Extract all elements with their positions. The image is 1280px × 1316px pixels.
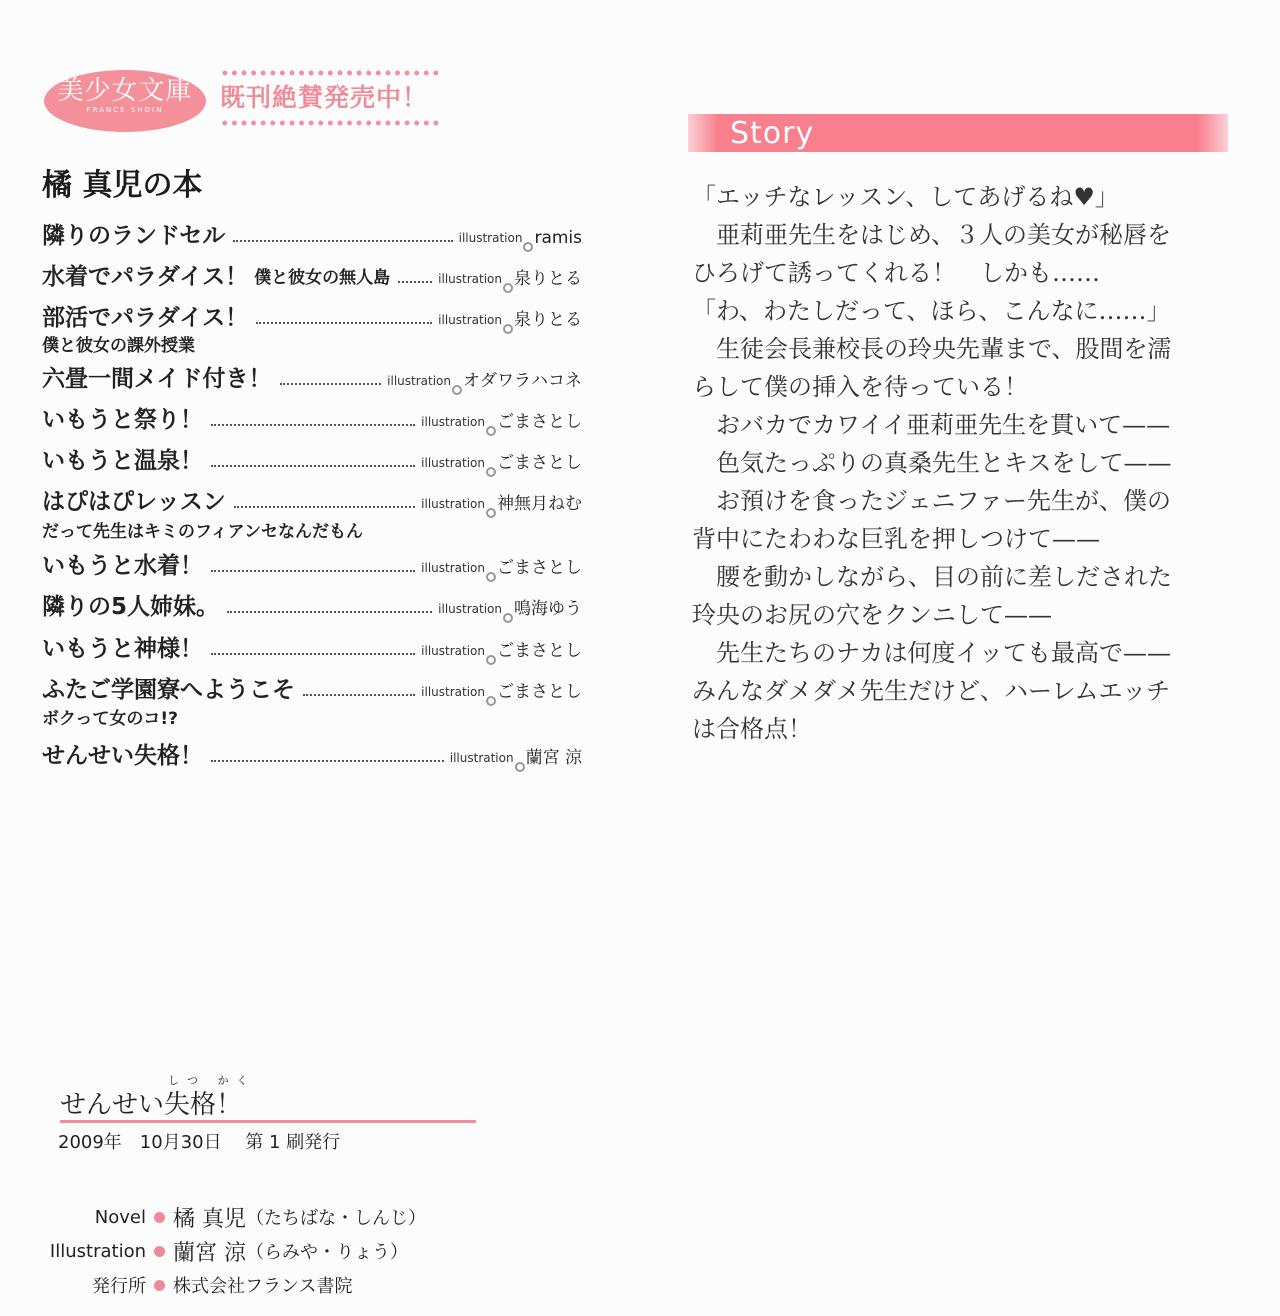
dot-leader: [211, 653, 415, 655]
circle-icon: [486, 696, 496, 706]
credit-name: 橘 真児: [173, 1206, 246, 1232]
credit-publisher: [40, 1268, 426, 1302]
book-row: [42, 742, 582, 770]
dot-leader: [234, 506, 415, 508]
colophon-title-block: [60, 1072, 256, 1121]
book-title: はぴはぴレッスン: [42, 489, 226, 515]
divider-line: [60, 1120, 476, 1123]
illustration-label: illustration: [421, 497, 485, 511]
story-line: 腰を動かしながら、目の前に差しだされた: [692, 563, 1172, 591]
story-line: 「エッチなレッスン、してあげるね♥」: [692, 183, 1119, 211]
book-title: いもうと祭り！: [42, 407, 203, 433]
dot-leader: [303, 694, 415, 696]
illustrator-name: 泉りとる: [514, 269, 582, 289]
story-line: お預けを食ったジェニファー先生が、僕の: [692, 487, 1172, 515]
illustration-label: illustration: [438, 313, 502, 327]
story-line: らして僕の挿入を待っている！: [692, 373, 1028, 401]
illustration-label: illustration: [387, 374, 451, 388]
circle-icon: [452, 385, 462, 395]
story-heading: Story: [730, 116, 815, 151]
illustration-label: illustration: [438, 602, 502, 616]
illustration-label: illustration: [438, 272, 502, 286]
dot-leader: [211, 570, 415, 572]
book-row: [42, 552, 582, 580]
illustrator-name: 鳴海ゆう: [514, 599, 582, 619]
story-line: 背中にたわわな巨乳を押しつけて——: [692, 525, 1100, 553]
logo-subtext: FRANCE SHOIN: [86, 106, 164, 114]
circle-icon: [486, 426, 496, 436]
book-row: [42, 593, 582, 621]
story-line: 先生たちのナカは何度イッても最高で——: [692, 639, 1172, 667]
book-row: [42, 263, 582, 291]
book-row: [42, 676, 582, 704]
book-title: 六畳一間メイド付き！: [42, 366, 272, 392]
book-row: [42, 488, 582, 516]
book-row: [42, 447, 582, 475]
book-title: 隣りの5人姉妹。: [42, 594, 220, 620]
book-title: ふたご学園寮へようこそ: [42, 677, 295, 703]
book-title: 部活でパラダイス！: [42, 305, 249, 331]
illustrator-name: ごまさとし: [497, 682, 582, 702]
story-line: おバカでカワイイ亜莉亜先生を貫いて——: [692, 411, 1171, 439]
book-row: [42, 406, 582, 434]
publication-date: 2009年 10月30日 第 1 刷発行: [58, 1132, 341, 1153]
illustration-label: illustration: [449, 751, 514, 765]
book-row: [42, 635, 582, 663]
book-title: せんせい失格！: [42, 743, 203, 769]
credit-reading: （たちばな・しんじ）: [246, 1208, 426, 1229]
credit-label: Novel: [94, 1206, 146, 1228]
credit-novel: [40, 1200, 426, 1234]
illustrator-name: 神無月ねむ: [497, 494, 582, 514]
circle-icon: [503, 613, 513, 623]
book-row: [42, 365, 582, 393]
story-line: ひろげて誘ってくれる！ しかも……: [692, 259, 1100, 287]
illustrator-name: ごまさとし: [497, 558, 582, 578]
dot-leader: [398, 281, 432, 283]
book-row: [42, 304, 582, 332]
logo-text: 美少女文庫: [57, 76, 193, 106]
illustration-label: illustration: [421, 415, 485, 429]
colophon-title: せんせい失格！: [60, 1090, 243, 1120]
dot-leader: [227, 611, 432, 613]
book-title: いもうと水着！: [42, 553, 203, 579]
book-subtitle: だって先生はキミのフィアンセなんだもん: [42, 522, 363, 542]
dot-leader: [211, 760, 444, 762]
book-title: いもうと神様！: [42, 636, 203, 662]
credits: [40, 1200, 426, 1302]
illustrator-name: オダワラハコネ: [463, 371, 582, 391]
dotted-border-bottom: [220, 120, 440, 126]
credit-reading: （らみや・りょう）: [246, 1242, 408, 1263]
story-line: は合格点！: [692, 715, 812, 743]
illustration-label: illustration: [421, 644, 485, 658]
title-ruby: しつ かく: [168, 1074, 256, 1087]
story-line: みんなダメダメ先生だけど、ハーレムエッチ: [692, 677, 1171, 705]
dot-leader: [256, 322, 432, 324]
dot-leader: [280, 383, 382, 385]
story-text: [692, 178, 1212, 748]
illustration-label: illustration: [421, 456, 485, 470]
story-line: 色気たっぷりの真桑先生とキスをして——: [692, 449, 1172, 477]
bullet-icon: [154, 1246, 165, 1257]
illustrator-name: 泉りとる: [514, 310, 582, 330]
illustration-label: illustration: [421, 561, 485, 575]
book-subtitle: 僕と彼女の課外授業: [42, 336, 195, 356]
circle-icon: [486, 508, 496, 518]
story-line: 「わ、わたしだって、ほら、こんなに……」: [692, 297, 1171, 325]
bullet-icon: [154, 1212, 165, 1223]
illustrator-name: ごまさとし: [497, 453, 582, 473]
circle-icon: [503, 324, 513, 334]
bullet-icon: [154, 1280, 165, 1291]
book-row: [42, 222, 582, 250]
circle-icon: [486, 655, 496, 665]
now-on-sale-banner: [220, 70, 440, 128]
banner-text: 既刊絶賛発売中！: [220, 83, 429, 112]
book-title: 隣りのランドセル: [42, 223, 226, 249]
story-header-bar: [688, 114, 1228, 152]
book-title: いもうと温泉！: [42, 448, 203, 474]
illustration-label: illustration: [421, 685, 485, 699]
story-line: 玲央のお尻の穴をクンニして——: [692, 601, 1052, 629]
illustrator-name: 蘭宮 涼: [525, 748, 582, 768]
credit-name: 株式会社フランス書院: [173, 1276, 353, 1297]
circle-icon: [515, 762, 525, 772]
circle-icon: [486, 467, 496, 477]
booklist-heading: 橘 真児の本: [42, 168, 203, 203]
circle-icon: [523, 242, 533, 252]
illustrator-name: ごまさとし: [497, 641, 582, 661]
credit-label: 発行所: [92, 1276, 146, 1297]
dot-leader: [211, 424, 415, 426]
story-line: 生徒会長兼校長の玲央先輩まで、股間を濡: [692, 335, 1172, 363]
credit-name: 蘭宮 涼: [173, 1240, 246, 1266]
credit-label: Illustration: [49, 1240, 146, 1262]
story-line: 亜莉亜先生をはじめ、３人の美女が秘唇を: [692, 221, 1172, 249]
bishoujo-bunko-logo: [44, 70, 206, 132]
credit-illustration: [40, 1234, 426, 1268]
circle-icon: [486, 572, 496, 582]
book-subtitle: ボクって女のコ!?: [42, 709, 178, 729]
illustration-label: illustration: [458, 231, 523, 245]
illustrator-name: ごまさとし: [497, 412, 582, 432]
book-subtitle: 僕と彼女の無人島: [254, 268, 391, 288]
book-title: 水着でパラダイス！: [42, 264, 249, 290]
circle-icon: [503, 283, 513, 293]
dot-leader: [211, 465, 415, 467]
dot-leader: [233, 240, 452, 242]
illustrator-name: ramis: [534, 228, 582, 248]
